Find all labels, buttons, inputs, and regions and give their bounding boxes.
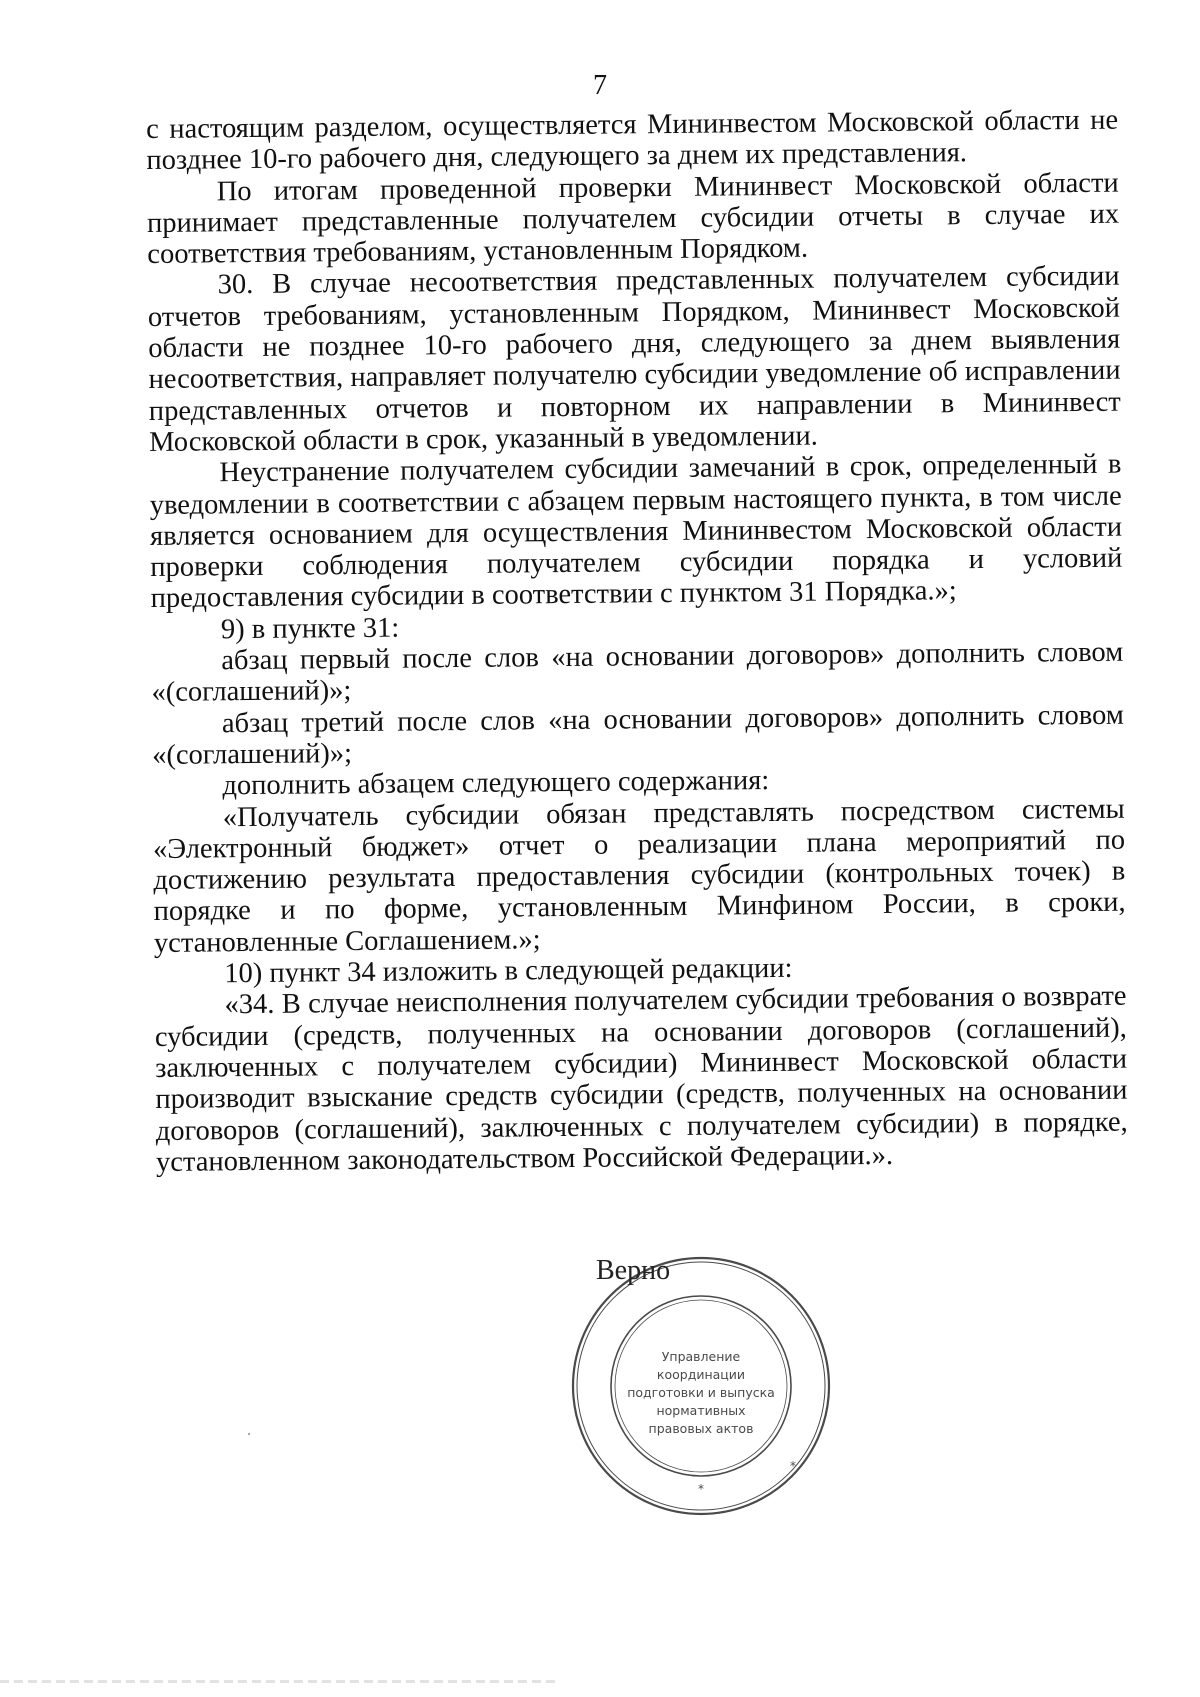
stamp-inner-line: нормативных: [656, 1403, 746, 1418]
paragraph: абзац третий после слов «на основании договоров» дополнить словом «(соглашений)»;: [152, 699, 1124, 771]
document-body: [146, 105, 1128, 1178]
paragraph: «Получатель субсидии обязан представлять посредством системы «Электронный бюджет» отчет о реализации плана мероприятий по достижению результата предоставления субсидии (контрольных точек) в порядке и по форме, установленным Минфином России, в сроки, установленные Соглашением.»;: [152, 793, 1126, 959]
stamp-inner-line: Управление: [661, 1349, 741, 1364]
verno-mark: Верно: [596, 1255, 671, 1286]
paragraph: дополнить абзацем следующего содержания:: [222, 765, 770, 802]
scan-speck: [248, 1433, 250, 1435]
paragraph: По итогам проведенной проверки Мининвест Московской области принимает представленные получателем субсидии отчеты в случае их соответствия требованиям, установленным Порядком.: [146, 167, 1120, 271]
page-number: 7: [593, 70, 607, 101]
svg-text:*: *: [790, 1459, 796, 1473]
stamp-inner-line: координации: [656, 1367, 746, 1382]
paragraph: Неустранение получателем субсидии замечаний в срок, определенный в уведомлении в соответствии с абзацем первым настоящего пункта, в том числе является основанием для осуществления Мининвестом Московской области проверки соблюдения получателем субсидии порядка и условий предоставления субсидии в соответствии с пунктом 31 Порядка.»;: [149, 448, 1123, 615]
svg-text:*: *: [698, 1482, 704, 1496]
stamp-inner-line: подготовки и выпуска: [627, 1385, 775, 1400]
paragraph: абзац первый после слов «на основании договоров» дополнить словом «(соглашений)»;: [151, 636, 1124, 709]
paragraph: 9) в пункте 31:: [220, 612, 400, 646]
official-stamp: [570, 1255, 832, 1517]
scan-footer-noise: [0, 1680, 560, 1683]
paragraph: 10) пункт 34 изложить в следующей редакции:: [224, 952, 793, 990]
paragraph: «34. В случае неисполнения получателем субсидии требования о возврате субсидии (средств, полученных на основании договоров (соглашений), заключенных с получателем субсидии) Мининвест Московской области производит взыскание средств субсидии (средств, полученных на основании договоров (соглашений), заключенных с получателем субсидии) в порядке, установленном законодательством Российской Федерации.».: [154, 980, 1128, 1178]
stamp-inner-line: правовых актов: [648, 1421, 754, 1436]
paragraph: 30. В случае несоответствия представленных получателем субсидии отчетов требованиям, установленным Порядком, Мининвест Московской области не позднее 10-го рабочего дня, следующего за днем выявления несоответствия, направляет получателю субсидии уведомление об исправлении представленных отчетов и повторном их направлении в Мининвест Московской области в срок, указанный в уведомлении.: [147, 261, 1121, 458]
paragraph: с настоящим разделом, осуществляется Мининвестом Московской области не позднее 10-го рабочего дня, следующего за днем их представления.: [146, 104, 1119, 177]
